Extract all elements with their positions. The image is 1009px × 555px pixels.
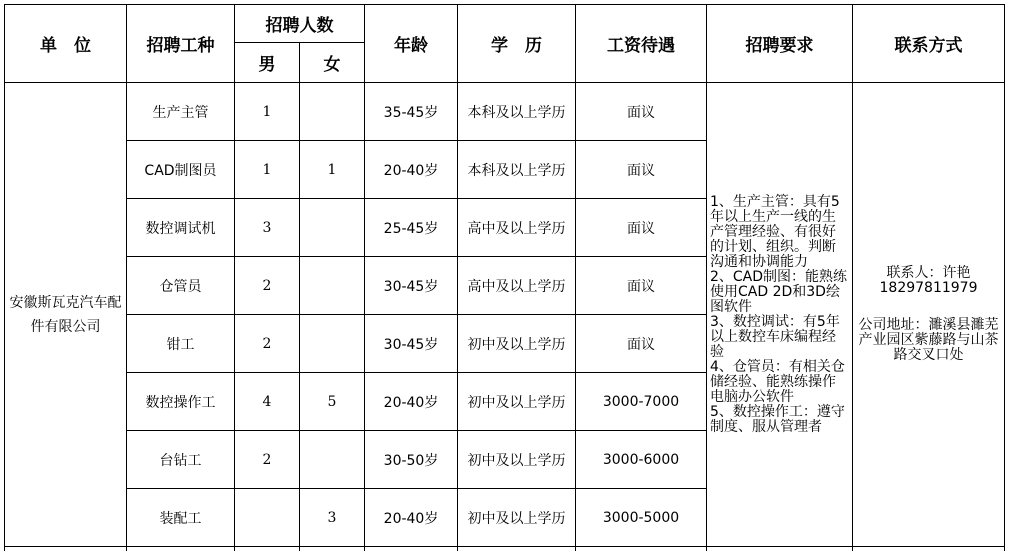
table-row-partial bbox=[5, 547, 1005, 552]
male-count: 2 bbox=[235, 257, 300, 315]
male-count: 2 bbox=[235, 315, 300, 373]
empty-cell bbox=[300, 547, 365, 552]
female-count: 5 bbox=[300, 373, 365, 431]
table-row bbox=[5, 83, 1005, 141]
job-title: CAD制图员 bbox=[127, 141, 235, 199]
age-range: 25-45岁 bbox=[365, 199, 458, 257]
empty-cell bbox=[458, 547, 576, 552]
job-title: 仓管员 bbox=[127, 257, 235, 315]
header-row bbox=[5, 5, 1005, 43]
education-level: 本科及以上学历 bbox=[458, 83, 576, 141]
salary: 3000-6000 bbox=[576, 431, 707, 489]
empty-cell bbox=[707, 547, 853, 552]
contact-spacer bbox=[853, 296, 1004, 318]
header-job: 招聘工种 bbox=[127, 5, 235, 83]
female-count bbox=[300, 257, 365, 315]
contact-info bbox=[853, 83, 1005, 547]
male-count: 2 bbox=[235, 431, 300, 489]
header-age: 年龄 bbox=[365, 5, 458, 83]
header-male: 男 bbox=[235, 43, 300, 83]
education-level: 初中及以上学历 bbox=[458, 315, 576, 373]
education-level: 高中及以上学历 bbox=[458, 199, 576, 257]
header-salary: 工资待遇 bbox=[576, 5, 707, 83]
age-range: 30-50岁 bbox=[365, 431, 458, 489]
education-level: 初中及以上学历 bbox=[458, 373, 576, 431]
male-count: 1 bbox=[235, 141, 300, 199]
age-range: 30-45岁 bbox=[365, 315, 458, 373]
salary: 面议 bbox=[576, 257, 707, 315]
job-title: 数控调试机 bbox=[127, 199, 235, 257]
empty-cell bbox=[365, 547, 458, 552]
empty-cell bbox=[5, 547, 127, 552]
education-level: 高中及以上学历 bbox=[458, 257, 576, 315]
company-name: 安徽斯瓦克汽车配件有限公司 bbox=[5, 83, 127, 547]
female-count bbox=[300, 83, 365, 141]
job-title: 钳工 bbox=[127, 315, 235, 373]
empty-cell bbox=[127, 547, 235, 552]
empty-cell bbox=[853, 547, 1005, 552]
recruitment-table bbox=[4, 4, 1005, 551]
age-range: 20-40岁 bbox=[365, 141, 458, 199]
female-count: 3 bbox=[300, 489, 365, 547]
contact-phone: 18297811979 bbox=[879, 280, 978, 296]
salary: 3000-7000 bbox=[576, 373, 707, 431]
female-count bbox=[300, 199, 365, 257]
age-range: 20-40岁 bbox=[365, 489, 458, 547]
empty-cell bbox=[235, 547, 300, 552]
job-title: 生产主管 bbox=[127, 83, 235, 141]
contact-person: 联系人：许艳 bbox=[886, 265, 971, 281]
education-level: 本科及以上学历 bbox=[458, 141, 576, 199]
salary: 面议 bbox=[576, 83, 707, 141]
female-count bbox=[300, 315, 365, 373]
header-count: 招聘人数 bbox=[235, 5, 365, 43]
contact-address: 公司地址：濉溪县濉芜产业园区紫藤路与山茶路交叉口处 bbox=[858, 317, 999, 363]
education-level: 初中及以上学历 bbox=[458, 431, 576, 489]
male-count bbox=[235, 489, 300, 547]
job-title: 数控操作工 bbox=[127, 373, 235, 431]
education-level: 初中及以上学历 bbox=[458, 489, 576, 547]
header-education: 学 历 bbox=[458, 5, 576, 83]
salary: 面议 bbox=[576, 315, 707, 373]
female-count: 1 bbox=[300, 141, 365, 199]
header-contact: 联系方式 bbox=[853, 5, 1005, 83]
header-female: 女 bbox=[300, 43, 365, 83]
job-title: 台钻工 bbox=[127, 431, 235, 489]
requirements-text: 1、生产主管：具有5年以上生产一线的生产管理经验、有很好的计划、组织。判断沟通和协调能力 2、CAD制图：能熟练使用CAD 2D和3D绘图软件 3、数控调试：有5年以上数控车床编程经验 4、仓管员：有相关仓储经验、能熟练操作电脑办公软件 5、数控操作工：遵守制度、服从管理者 bbox=[707, 83, 853, 547]
salary: 3000-5000 bbox=[576, 489, 707, 547]
salary: 面议 bbox=[576, 199, 707, 257]
header-requirements: 招聘要求 bbox=[707, 5, 853, 83]
female-count bbox=[300, 431, 365, 489]
age-range: 20-40岁 bbox=[365, 373, 458, 431]
male-count: 3 bbox=[235, 199, 300, 257]
male-count: 1 bbox=[235, 83, 300, 141]
job-title: 装配工 bbox=[127, 489, 235, 547]
salary: 面议 bbox=[576, 141, 707, 199]
age-range: 30-45岁 bbox=[365, 257, 458, 315]
empty-cell bbox=[576, 547, 707, 552]
male-count: 4 bbox=[235, 373, 300, 431]
age-range: 35-45岁 bbox=[365, 83, 458, 141]
header-unit: 单 位 bbox=[5, 5, 127, 83]
